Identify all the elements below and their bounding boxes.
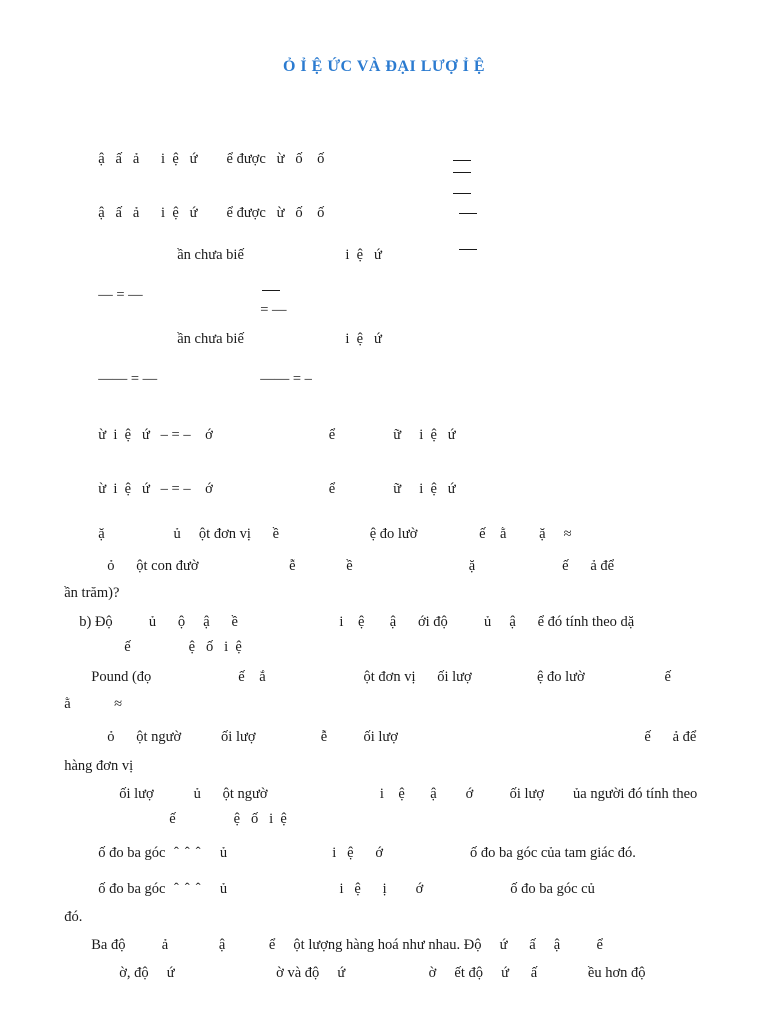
text: ờ, độ ứ ờ và độ ứ ờ ết độ ứ ấ ều hơn độ <box>119 965 646 981</box>
exercise-line-2 <box>91 186 324 222</box>
exercise-line-10 <box>100 539 614 575</box>
text: đó. <box>64 909 83 925</box>
text: ậ ấ ả i ệ ứ ể được ừ ố ố <box>98 151 325 167</box>
text: hàng đơn vị <box>64 758 134 774</box>
exercise-line-22 <box>57 890 82 926</box>
text: ần chưa biế i ệ ứ <box>177 247 382 263</box>
text: ỏ ột con đườ ễ ề ặ ế ả để <box>107 558 615 574</box>
text: ậ ấ ả i ệ ứ ể được ừ ố ố <box>98 205 325 221</box>
exercise-line-21 <box>91 862 595 898</box>
exercise-line-3 <box>170 228 382 264</box>
equation-4a <box>91 268 143 304</box>
text: ế ệ ố i ệ <box>169 811 287 827</box>
exercise-line-20 <box>91 826 636 862</box>
exercise-line-14 <box>84 650 671 686</box>
exercise-line-1 <box>91 132 324 168</box>
text: ặ ủ ột đơn vị ề ệ đo lườ ế ằ ặ ≈ <box>98 526 572 542</box>
text: ỏ ột ngườ ối lượ ễ ối lượ ế ả để <box>107 729 697 745</box>
exercise-line-8 <box>91 462 456 498</box>
fraction <box>453 162 471 183</box>
document-title: Ỏ Ỉ Ệ ỨC VÀ ĐẠI LƯỢ Ỉ Ệ <box>282 58 486 75</box>
text: = — <box>260 302 287 318</box>
text: ần trăm)? <box>64 585 120 601</box>
fraction-bar <box>459 249 477 250</box>
exercise-line-5 <box>170 312 382 348</box>
text: ần chưa biế i ệ ứ <box>177 331 382 347</box>
text: b) Độ ủ ộ ậ ề i ệ ậ ới độ ủ ậ ể đó tính theo dặ <box>79 614 635 630</box>
text: —— = — <box>98 371 158 387</box>
fraction-group-2 <box>450 186 487 258</box>
exercise-line-15 <box>57 677 122 713</box>
text: — = — <box>98 287 143 303</box>
fraction-bar <box>459 213 477 214</box>
equation-6a <box>91 352 157 388</box>
text: ừ i ệ ứ – = – ớ ể ữ i ệ ứ <box>98 427 456 443</box>
text: ằ ≈ <box>64 696 123 712</box>
text: ố đo ba góc ̂ ̂ ̂ ủ i ệ ớ ố đo ba góc của tam giác đó. <box>98 845 636 861</box>
text: ừ i ệ ứ – = – ớ ể ữ i ệ ứ <box>98 481 456 497</box>
exercise-line-24 <box>112 946 646 982</box>
equation-6b <box>253 352 312 388</box>
fraction <box>262 280 280 301</box>
text: Ba độ ả ậ ể ột lượng hàng hoá như nhau. Độ ứ ấ ậ ể <box>91 937 603 953</box>
text: ối lượ ủ ột ngườ i ệ ậ ớ ối lượ ủa người đó tính theo <box>119 786 698 802</box>
equation-4b <box>253 262 287 319</box>
text: ế ệ ố i ệ <box>124 639 242 655</box>
exercise-line-9 <box>91 507 572 543</box>
text: ố đo ba góc ̂ ̂ ̂ ủ i ệ ị ớ ố đo ba góc củ <box>98 881 595 897</box>
exercise-line-16 <box>100 710 696 746</box>
exercise-line-19 <box>162 792 287 828</box>
text: Pound (đọ ế ắ ột đơn vị ối lượ ệ đo lườ ế <box>91 669 671 685</box>
exercise-line-7 <box>91 408 456 444</box>
text: —— = – <box>260 371 312 387</box>
